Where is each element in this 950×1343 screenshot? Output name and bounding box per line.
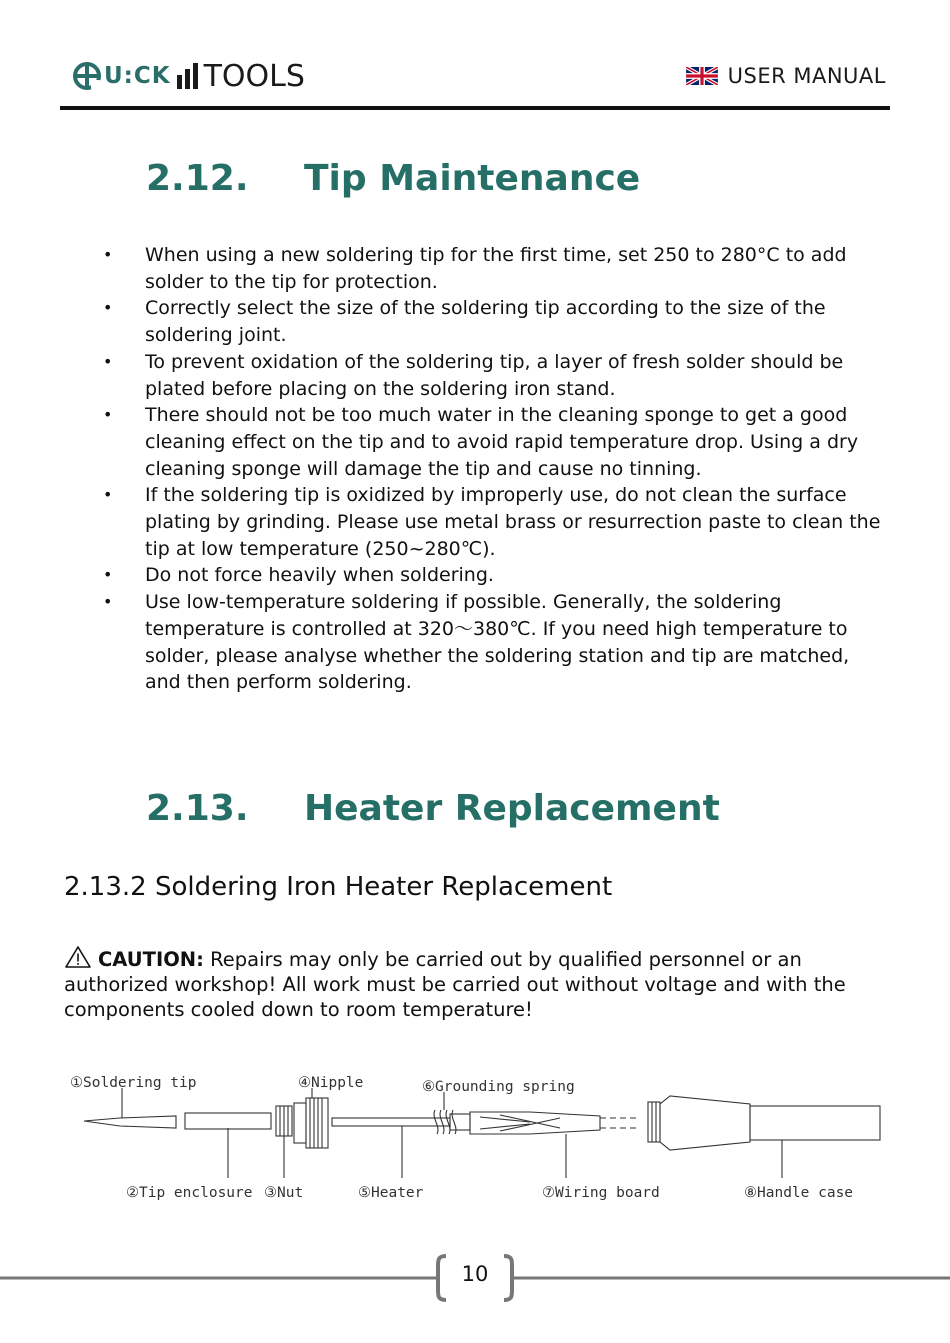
wiring-board-part xyxy=(470,1112,640,1134)
page-number: 10 xyxy=(461,1262,489,1286)
document-title: USER MANUAL xyxy=(727,64,886,88)
nipple-part xyxy=(294,1098,328,1148)
soldering-tip-part xyxy=(84,1116,176,1128)
label-nut: ③Nut xyxy=(264,1185,304,1201)
uk-flag-icon xyxy=(686,67,718,85)
logo-text-tools: TOOLS xyxy=(203,58,305,94)
caution-text: Repairs may only be carried out by qualified personnel or an authorized workshop! All work must be carried out without voltage and with the components cooled down to room temperature! xyxy=(64,948,846,1021)
list-item: • When using a new soldering tip for the first time, set 250 to 280°C to add solder to the tip for protection. xyxy=(100,242,890,295)
label-grounding-spring: ⑥Grounding spring xyxy=(422,1079,575,1095)
brand-logo xyxy=(72,56,305,96)
label-handle-case: ⑧Handle case xyxy=(744,1185,854,1201)
header-title-group xyxy=(686,64,886,88)
list-item: • If the soldering tip is oxidized by improperly use, do not clean the surface plating by grinding. Please use metal brass or resurrection paste to clean the tip at low temperature (250~280℃). xyxy=(100,482,890,562)
warning-triangle-icon xyxy=(64,945,92,969)
list-item: • To prevent oxidation of the soldering tip, a layer of fresh solder should be plated before placing on the soldering iron stand. xyxy=(100,349,890,402)
nut-part xyxy=(276,1106,292,1136)
caution-label: CAUTION: xyxy=(98,948,204,971)
caution-notice xyxy=(64,945,894,1022)
section-heading-tip-maintenance xyxy=(146,158,640,199)
diagram-svg xyxy=(60,1060,900,1220)
tip-enclosure-part xyxy=(185,1113,271,1129)
subsection-heading: 2.13.2 Soldering Iron Heater Replacement xyxy=(64,872,613,902)
section-title: Heater Replacement xyxy=(304,788,720,829)
list-item: • Do not force heavily when soldering. xyxy=(100,562,890,589)
tip-maintenance-list xyxy=(100,242,890,696)
label-tip-enclosure: ②Tip enclosure xyxy=(126,1185,253,1201)
header-divider xyxy=(60,106,890,110)
section-heading-heater-replacement xyxy=(146,788,720,829)
handle-case-part xyxy=(648,1096,880,1150)
section-number: 2.13. xyxy=(146,788,249,829)
list-item: • Correctly select the size of the soldering tip according to the size of the soldering joint. xyxy=(100,295,890,348)
section-number: 2.12. xyxy=(146,158,249,199)
label-heater: ⑤Heater xyxy=(358,1185,424,1201)
list-item: • There should not be too much water in the cleaning sponge to get a good cleaning effect on the tip and to avoid rapid temperature drop. Using a dry cleaning sponge will damage the tip and cause no tinning. xyxy=(100,402,890,482)
section-title: Tip Maintenance xyxy=(304,158,641,199)
label-wiring-board: ⑦Wiring board xyxy=(542,1185,660,1201)
logo-bars-icon xyxy=(177,63,198,89)
logo-mark-icon xyxy=(72,61,102,91)
logo-text-quick: U:CK xyxy=(104,63,171,89)
list-item: • Use low-temperature soldering if possible. Generally, the soldering temperature is controlled at 320～380℃. If you need high temperature to solder, please analyse whether the soldering station and tip are matched, and then perform soldering. xyxy=(100,589,890,696)
label-soldering-tip: ①Soldering tip xyxy=(70,1075,197,1091)
soldering-iron-exploded-diagram xyxy=(60,1060,900,1220)
label-nipple: ④Nipple xyxy=(298,1075,364,1091)
